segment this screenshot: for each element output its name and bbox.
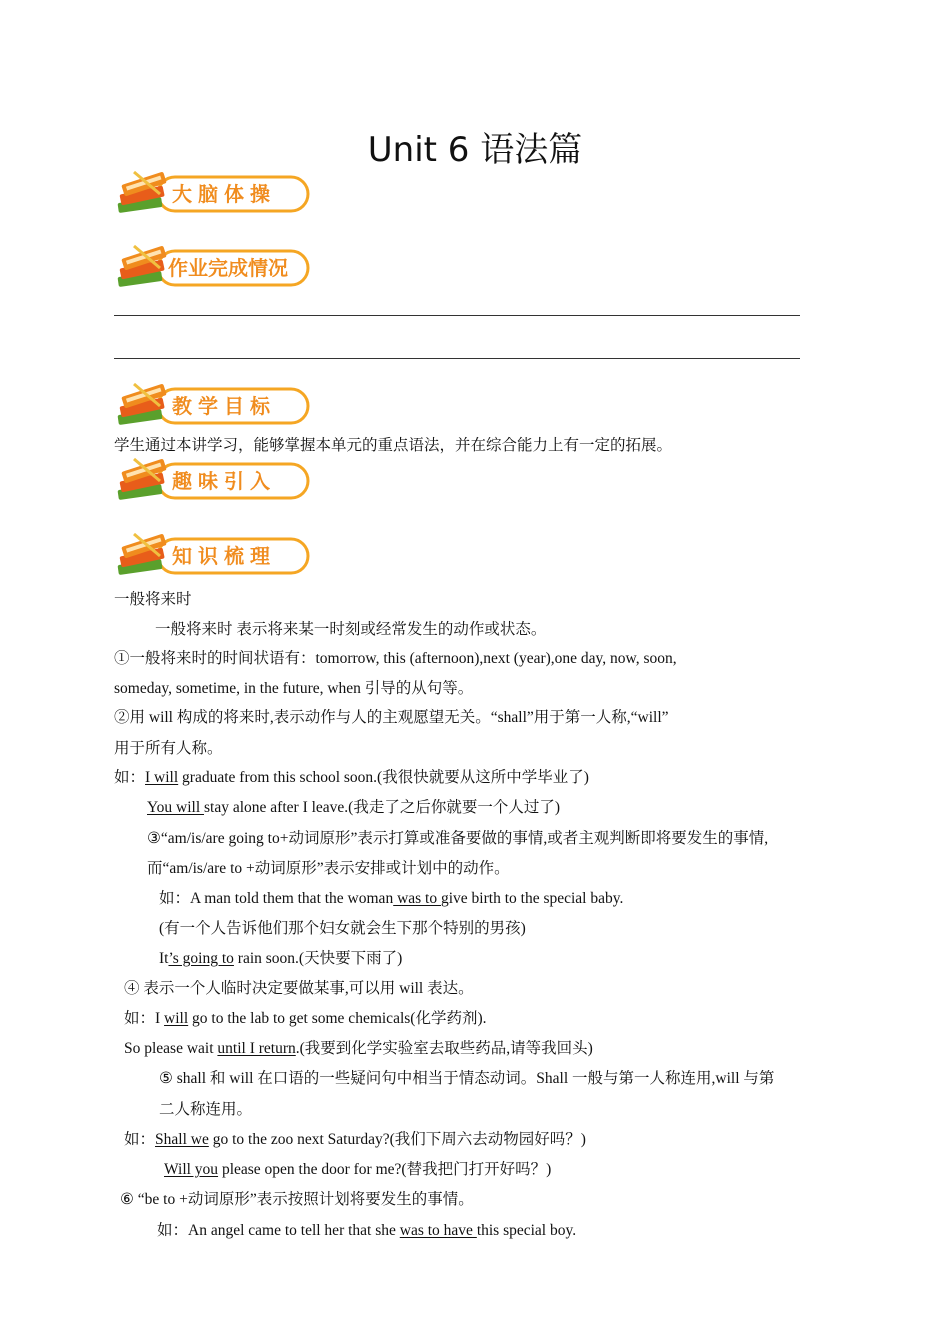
underlined-phrase: was to xyxy=(393,890,441,907)
text-line: ⑤ shall 和 will 在口语的一些疑问句中相当于情态动词。Shall 一般与第一人称连用,will 与第 xyxy=(159,1070,775,1087)
text-line: 用于所有人称。 xyxy=(114,740,223,757)
underlined-phrase: will xyxy=(164,1010,189,1027)
section-badge-homework xyxy=(114,244,314,292)
example-line: Will you please open the door for me?(替我把门打开好吗？) xyxy=(164,1161,552,1178)
underlined-phrase: ’s going to xyxy=(168,950,234,967)
text-line: ①一般将来时的时间状语有：tomorrow, this (afternoon),next (year),one day, now, soon, xyxy=(114,650,677,667)
section-badge-knowledge xyxy=(114,532,314,580)
text-line: ③“am/is/are going to+动词原形”表示打算或准备要做的事情,或者主观判断即将要发生的事情, xyxy=(147,830,769,847)
section-badge-label: 大脑体操 xyxy=(172,182,276,206)
example-line: So please wait until I return.(我要到化学实验室去取些药品,请等我回头) xyxy=(124,1040,593,1057)
text-line: someday, sometime, in the future, when 引导的从句等。 xyxy=(114,680,474,697)
underlined-phrase: I will xyxy=(145,769,179,786)
example-line: 如：An angel came to tell her that she was to have this special boy. xyxy=(157,1222,577,1239)
section-badge-label: 教学目标 xyxy=(172,394,276,418)
answer-line xyxy=(114,315,800,316)
example-line: It’s going to rain soon.(天快要下雨了) xyxy=(159,950,403,967)
text-line: 一般将来时 表示将来某一时刻或经常发生的动作或状态。 xyxy=(155,621,547,638)
example-line: 如：I will graduate from this school soon.(我很快就要从这所中学毕业了) xyxy=(114,769,589,786)
goal-text: 学生通过本讲学习，能够掌握本单元的重点语法，并在综合能力上有一定的拓展。 xyxy=(114,437,673,454)
page-title: Unit 6 语法篇 xyxy=(367,130,583,170)
text-line: ②用 will 构成的将来时,表示动作与人的主观愿望无关。“shall”用于第一人称,“will” xyxy=(114,709,669,726)
underlined-phrase: Will you xyxy=(164,1161,219,1178)
text-line: ④ 表示一个人临时决定要做某事,可以用 will 表达。 xyxy=(124,980,474,997)
section-badge-label: 趣味引入 xyxy=(172,469,276,493)
example-line: 如：Shall we go to the zoo next Saturday?(我们下周六去动物园好吗？) xyxy=(124,1131,586,1148)
text-line: 二人称连用。 xyxy=(159,1101,253,1118)
section-badge-label: 作业完成情况 xyxy=(168,256,288,280)
example-line: 如：I will go to the lab to get some chemicals(化学药剂). xyxy=(124,1010,487,1027)
underlined-phrase: You will xyxy=(147,799,205,816)
section-badge-label: 知识梳理 xyxy=(172,544,276,568)
text-line: 而“am/is/are to +动词原形”表示安排或计划中的动作。 xyxy=(147,860,510,877)
text-line: (有一个人告诉他们那个妇女就会生下那个特别的男孩) xyxy=(159,920,526,937)
section-badge-goals xyxy=(114,382,314,430)
underlined-phrase: until I return xyxy=(217,1040,296,1057)
section-badge-brain xyxy=(114,170,314,218)
text-line: 一般将来时 xyxy=(114,591,192,608)
underlined-phrase: Shall we xyxy=(155,1131,209,1148)
underlined-phrase: was to have xyxy=(399,1222,477,1239)
example-line: You will stay alone after I leave.(我走了之后你就要一个人过了) xyxy=(147,799,560,816)
example-line: 如：A man told them that the woman was to give birth to the special baby. xyxy=(159,890,624,907)
section-badge-intro xyxy=(114,457,314,505)
text-line: ⑥ “be to +动词原形”表示按照计划将要发生的事情。 xyxy=(120,1191,474,1208)
answer-line xyxy=(114,358,800,359)
